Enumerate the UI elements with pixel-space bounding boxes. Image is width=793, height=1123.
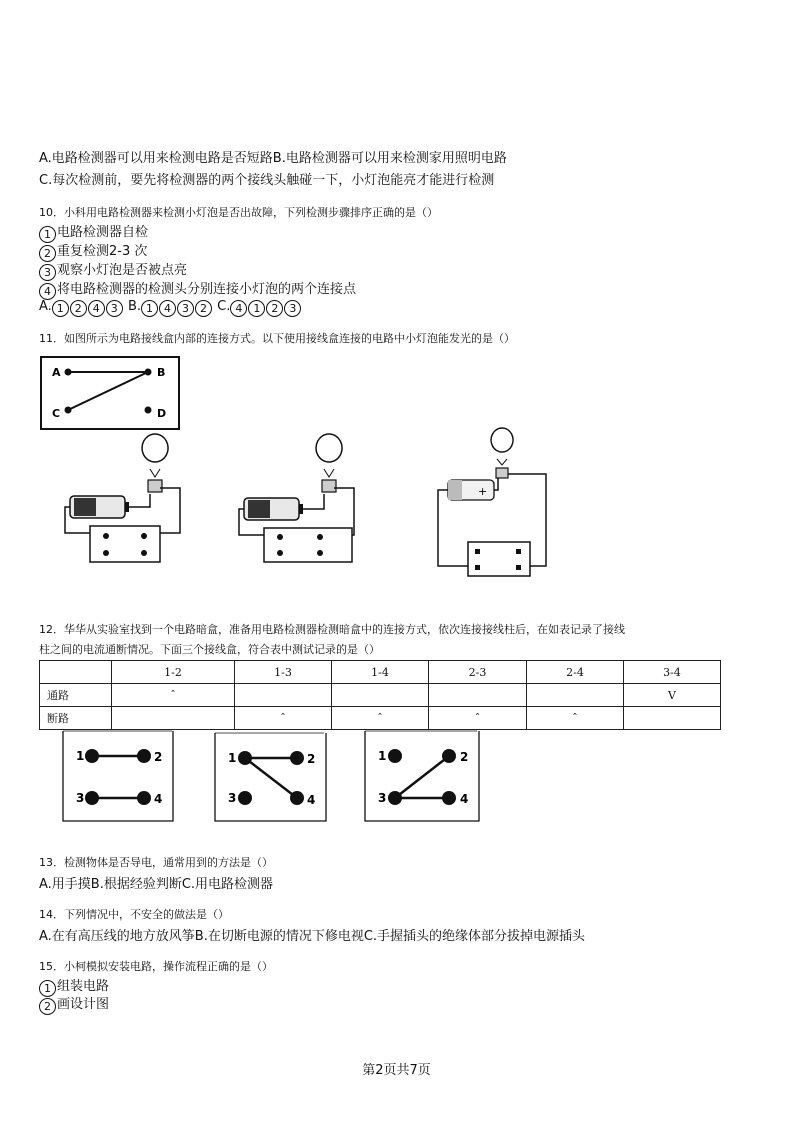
q12-test-record-table: [39, 660, 721, 730]
option-seq-mark: 3: [284, 300, 301, 317]
terminal-label: 2: [154, 750, 163, 764]
q11-stem: 11．如图所示为电路接线盒内部的连接方式。以下使用接线盒连接的电路中小灯泡能发光的是（）: [39, 332, 515, 345]
q11-circuit-option-b: [236, 452, 366, 568]
option-seq-mark: 1: [141, 300, 158, 317]
table-cell: ˆ: [429, 707, 527, 730]
terminal-label-b: B: [157, 366, 166, 379]
step-text: 观察小灯泡是否被点亮: [57, 263, 188, 278]
table-cell: V: [624, 684, 721, 707]
q11-circuit-option-a: [62, 452, 192, 568]
table-row: [40, 707, 721, 730]
terminal-label: 4: [460, 792, 469, 806]
q12-box-option-c: [364, 730, 480, 822]
table-header-cell: 1-2: [112, 661, 235, 684]
table-cell: [527, 684, 624, 707]
option-seq-mark: 1: [248, 300, 265, 317]
table-header-cell: 1-3: [235, 661, 332, 684]
q12-box-option-a: [62, 730, 174, 822]
step-number-mark: 1: [39, 980, 56, 997]
table-cell: [112, 707, 235, 730]
terminal-label: 2: [460, 750, 469, 764]
option-seq-mark: 2: [266, 300, 283, 317]
q9-option-line-1: A.电路检测器可以用来检测电路是否短路B.电路检测器可以用来检测家用照明电路: [39, 151, 507, 166]
terminal-label: 3: [228, 791, 237, 805]
option-seq-mark: 4: [159, 300, 176, 317]
q14-options: A.在有高压线的地方放风筝B.在切断电源的情况下修电视C.手握插头的绝缘体部分拔掉电源插头: [39, 929, 586, 944]
q11-circuit-option-c: [432, 444, 552, 578]
terminal-label: 3: [76, 791, 85, 805]
table-row: [40, 684, 721, 707]
table-cell: [332, 684, 429, 707]
table-header-cell: 2-3: [429, 661, 527, 684]
terminal-label: 1: [228, 751, 237, 765]
option-seq-mark: 2: [70, 300, 87, 317]
step-text: 电路检测器自检: [57, 225, 149, 240]
table-header-cell: 3-4: [624, 661, 721, 684]
option-seq-mark: 1: [52, 300, 69, 317]
terminal-label: 4: [307, 793, 316, 807]
table-cell: [624, 707, 721, 730]
table-cell: ˆ: [235, 707, 332, 730]
step-text: 将电路检测器的检测头分别连接小灯泡的两个连接点: [57, 282, 357, 297]
table-cell: [429, 684, 527, 707]
plus-icon: +: [478, 485, 488, 498]
table-cell: ˆ: [112, 684, 235, 707]
step-number-mark: 1: [39, 226, 56, 243]
terminal-label: 4: [154, 792, 163, 806]
option-seq-mark: 2: [195, 300, 212, 317]
terminal-label: 3: [378, 791, 387, 805]
option-seq-mark: 3: [177, 300, 194, 317]
q13-stem: 13．检测物体是否导电，通常用到的方法是（）: [39, 856, 273, 869]
option-seq-mark: 4: [230, 300, 247, 317]
table-cell: ˆ: [527, 707, 624, 730]
q9-option-line-2: C.每次检测前，要先将检测器的两个接线头触碰一下，小灯泡能亮才能进行检测: [39, 173, 495, 188]
q11-wiring-box-diagram: [40, 356, 180, 432]
terminal-label: 2: [307, 752, 316, 766]
q10-stem: 10．小科用电路检测器来检测小灯泡是否出故障，下列检测步骤排序正确的是（）: [39, 206, 438, 219]
q12-box-option-b: [214, 732, 327, 822]
step-number-mark: 4: [39, 283, 56, 300]
q12-stem-line-2: 柱之间的电流通断情况。下面三个接线盒，符合表中测试记录的是（）: [39, 643, 380, 656]
q12-stem-line-1: 12．华华从实验室找到一个电路暗盒，准备用电路检测器检测暗盒中的连接方式，依次连接接线柱后，在如表记录了接线: [39, 623, 625, 636]
table-row-label: 断路: [40, 707, 112, 730]
step-number-mark: 2: [39, 245, 56, 262]
terminal-label: 1: [378, 749, 387, 763]
table-cell: ˆ: [332, 707, 429, 730]
option-letter: B.: [127, 299, 141, 314]
table-header-row: [40, 661, 721, 684]
step-text: 重复检测2-3 次: [57, 244, 148, 259]
q15-stem: 15．小柯模拟安装电路，操作流程正确的是（）: [39, 960, 273, 973]
table-cell: [235, 684, 332, 707]
table-header-cell: 2-4: [527, 661, 624, 684]
step-text: 画设计图: [57, 997, 110, 1012]
q10-step: [39, 278, 356, 300]
table-header-cell: 1-4: [332, 661, 429, 684]
q10-options: [39, 299, 302, 317]
q13-options: A.用手摸B.根据经验判断C.用电路检测器: [39, 877, 274, 892]
terminal-label-d: D: [157, 407, 167, 420]
option-seq-mark: 4: [88, 300, 105, 317]
q14-stem: 14．下列情况中，不安全的做法是（）: [39, 908, 229, 921]
table-row-label: 通路: [40, 684, 112, 707]
terminal-label-a: A: [52, 366, 61, 379]
option-letter: C.: [217, 299, 231, 314]
table-header-cell: [40, 661, 112, 684]
q15-step: [39, 993, 109, 1015]
page-number-footer: 第2页共7页: [362, 1063, 431, 1078]
terminal-label: 1: [76, 749, 85, 763]
option-letter: A.: [39, 299, 52, 314]
step-text: 组装电路: [57, 979, 110, 994]
step-number-mark: 2: [39, 998, 56, 1015]
step-number-mark: 3: [39, 264, 56, 281]
terminal-label-c: C: [52, 407, 61, 420]
option-seq-mark: 3: [106, 300, 123, 317]
